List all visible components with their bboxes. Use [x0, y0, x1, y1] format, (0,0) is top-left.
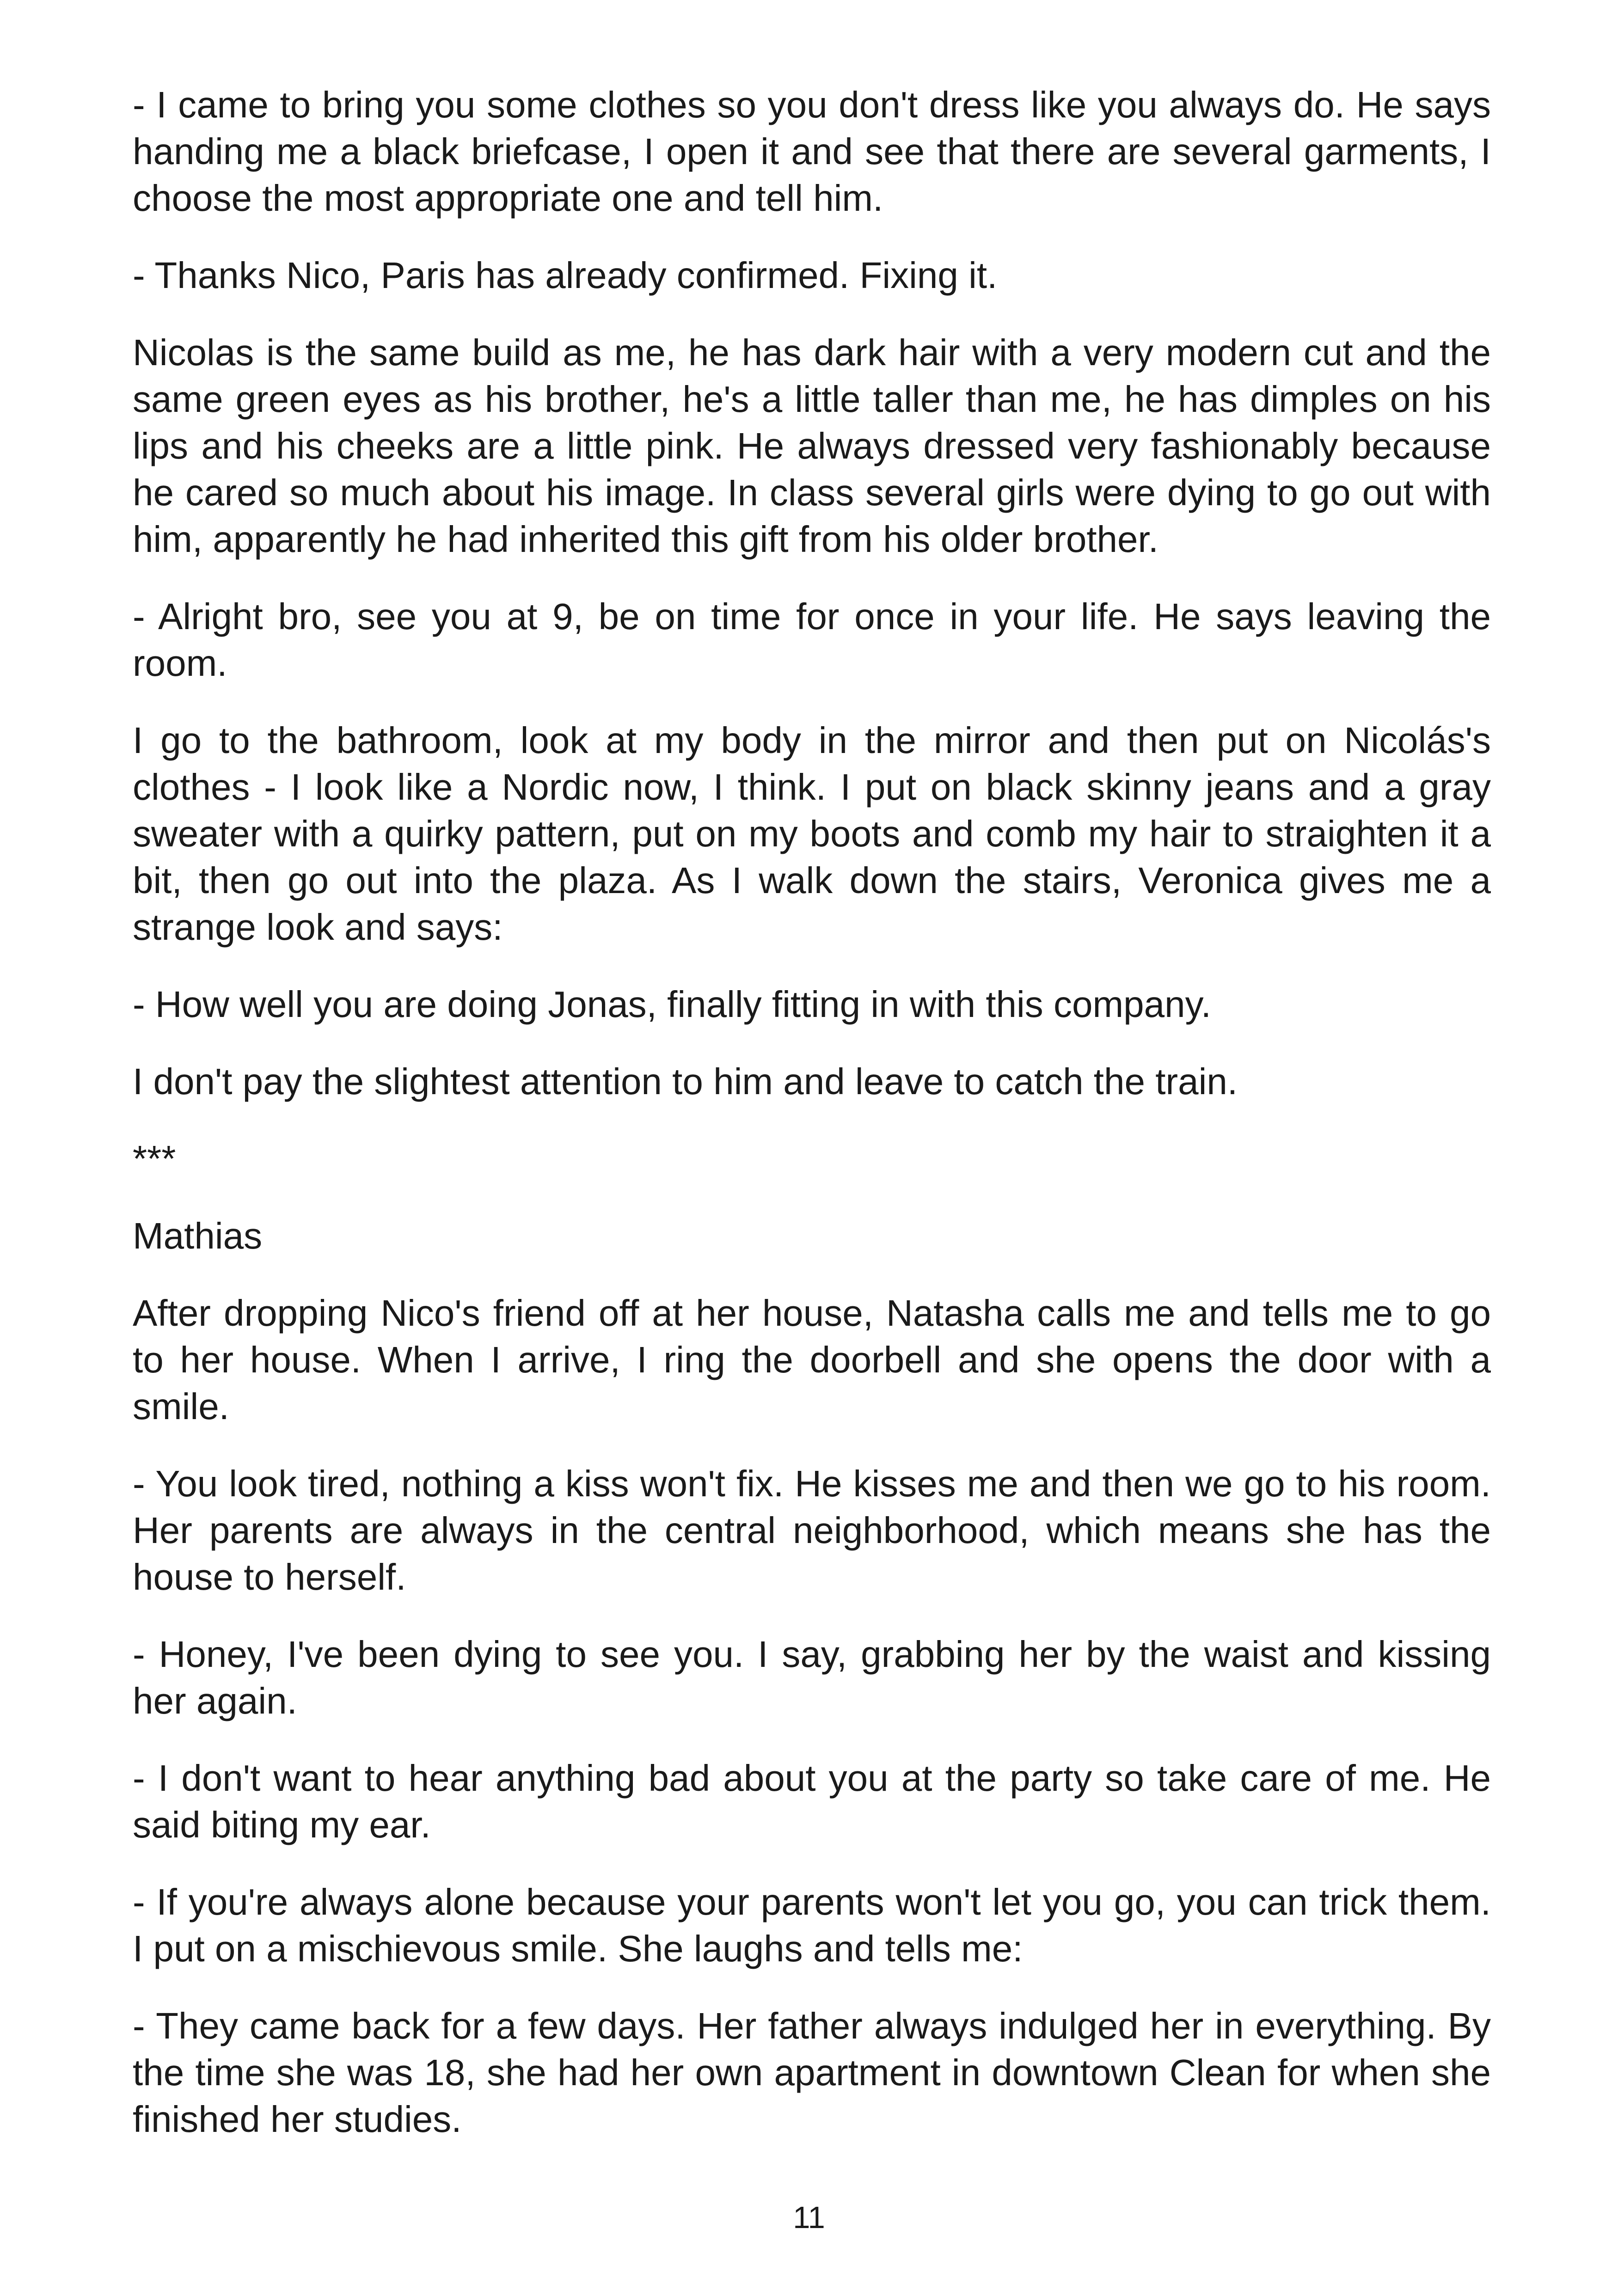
page-number: 11: [793, 2200, 825, 2235]
paragraph-kiss: - You look tired, nothing a kiss won't fix. He kisses me and then we go to his room. Her parents are always in the central neighborhood, which means she has the house to herself.: [133, 1463, 1491, 1598]
chapter-narrator-heading: Mathias: [133, 1215, 263, 1256]
paragraph-trick-parents: - If you're always alone because your parents won't let you go, you can trick them. I put on a mischievous smile. She laughs and tells me:: [133, 1881, 1491, 1969]
scene-break: ***: [133, 1138, 176, 1179]
paragraph-nicolas-description: Nicolas is the same build as me, he has dark hair with a very modern cut and the same green eyes as his brother, he's a little taller than me, he has dimples on his lips and his cheeks are a little pink. He always dressed very fashionably because he cared so much about his image. In class several girls were dying to go out with him, apparently he had inherited this gift from his older brother.: [133, 332, 1491, 560]
paragraph-honey: - Honey, I've been dying to see you. I say, grabbing her by the waist and kissing her again.: [133, 1634, 1491, 1721]
paragraph-bathroom-mirror: I go to the bathroom, look at my body in the mirror and then put on Nicolás's clothes - I look like a Nordic now, I think. I put on black skinny jeans and a gray sweater with a quirky pattern, put on my boots and comb my hair to straighten it a bit, then go out into the plaza. As I walk down the stairs, Veronica gives me a strange look and says:: [133, 720, 1491, 948]
paragraph-apartment: - They came back for a few days. Her father always indulged her in everything. By the time she was 18, she had her own apartment in downtown Clean for when she finished her studies.: [133, 2005, 1491, 2140]
paragraph-thanks-nico: - Thanks Nico, Paris has already confirmed. Fixing it.: [133, 255, 998, 296]
body-text: [133, 81, 1491, 2173]
paragraph-clothes-briefcase: - I came to bring you some clothes so you don't dress like you always do. He says handing me a black briefcase, I open it and see that there are several garments, I choose the most appropriate one and tell him.: [133, 84, 1491, 219]
paragraph-alright-bro: - Alright bro, see you at 9, be on time for once in your life. He says leaving the room.: [133, 596, 1491, 684]
paragraph-veronica-remark: - How well you are doing Jonas, finally fitting in with this company.: [133, 984, 1211, 1025]
paragraph-catch-train: I don't pay the slightest attention to him and leave to catch the train.: [133, 1061, 1238, 1102]
paragraph-party-warning: - I don't want to hear anything bad about you at the party so take care of me. He said biting my ear.: [133, 1757, 1491, 1845]
paragraph-natasha-house: After dropping Nico's friend off at her house, Natasha calls me and tells me to go to her house. When I arrive, I ring the doorbell and she opens the door with a smile.: [133, 1292, 1491, 1427]
